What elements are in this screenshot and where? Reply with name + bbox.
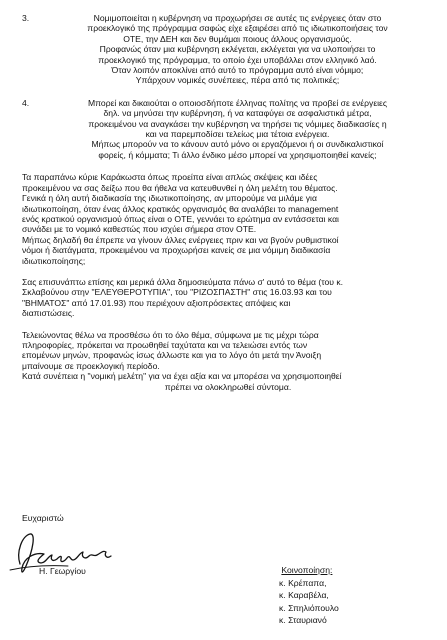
paragraph-line: προκειμένου να σας δείξω που θα ήθελα να κατευθυνθεί η όλη μελέτη του θέματος. (22, 182, 338, 193)
signer-name: Η. Γεωργίου (39, 566, 86, 576)
cc-heading: Κοινοποίηση: (281, 565, 333, 575)
paragraph-conclusion (22, 330, 434, 392)
letter-body (22, 13, 434, 392)
paragraph-line: πληροφορίες, πρόκειται να προωθηθεί ταχύτατα και να τελειώσει εντός των (22, 339, 308, 350)
paragraph-line: μπαίνουμε σε προεκλογική περίοδο. (22, 360, 160, 371)
paragraph-line: Σκλαβούνου στην "ΕΛΕΥΘΕΡΟΤΥΠΙΑ", του "ΡΙΖΟΣΠΑΣΤΗ" στις 16.03.93 και του (22, 287, 332, 298)
item-3-line: Νομιμοποιείται η κυβέρνηση να προχωρήσει σε αυτές τις ενέργειες όταν στο (93, 13, 382, 23)
cc-recipient: κ. Κρέπαπα, (279, 577, 327, 588)
paragraph-line: Σας επισυνάπτω επίσης και μερικά άλλα δημοσιεύματα πάνω σ' αυτό το θέμα (του κ. (22, 276, 344, 287)
item-3-line: ΟΤΕ, την ΔΕΗ και δεν θυμάμαι ποιους άλλους οργανισμούς. (123, 33, 352, 44)
paragraph-line: ιδιωτικοποίησης; (22, 255, 86, 266)
cc-recipient: κ. Σπηλιόπουλο (279, 602, 339, 613)
paragraph-line: Τα παραπάνω κύριε Καράκωστα όπως προείπα είναι απλώς σκέψεις και ιδέες (22, 172, 318, 183)
paragraph-attachments (22, 277, 434, 319)
numbered-item-3 (22, 13, 434, 86)
paragraph-line: ιδιωτικοποίηση, όταν ένας άλλος κρατικός οργανισμός θα αναλάβει το management (22, 203, 339, 214)
paragraph-line: συνάδει με το νομικό καθεστώς που ισχύει σήμερα στον ΟΤΕ. (22, 224, 257, 235)
paragraph-line: "ΒΗΜΑΤΟΣ" από 17.01.93) που περιέχουν αξιοπρόσεκτες απόψεις και (22, 297, 291, 308)
item-4-text (41, 98, 434, 160)
paragraph-line: επομένων μηνών, προφανώς ίσως άλλωστε και για το λόγο ότι μετά την Άνοιξη (22, 350, 322, 361)
item-4-line: φορείς, ή κόμματα; Τι άλλο ένδικο μέσο μπορεί να χρησιμοποιηθεί κανείς; (98, 149, 377, 160)
item-4-line: δηλ. να μηνύσει την κυβέρνηση, ή να καταφύγει σε ασφαλιστικά μέτρα, (103, 108, 372, 119)
item-number: 4. (22, 97, 30, 108)
item-3-line: Όταν λοιπόν αποκλίνει από αυτό το πρόγραμμα αυτό είναι νόμιμο; (111, 65, 364, 76)
paragraph-line: νόμοι ή διατάγματα, προκειμένου να προχωρήσει κανείς σε μια νόμιμη διαδικασία (22, 245, 331, 256)
item-3-text (41, 13, 434, 86)
item-4-line: και να παρεμποδίσει τελείως μια τέτοια ενέργεια. (145, 129, 330, 140)
numbered-item-4 (22, 98, 434, 160)
item-3-line: Προφανώς όταν μια κυβέρνηση εκλέγεται, εκλέγεται για να υλοποιήσει το (99, 44, 376, 55)
paragraph-line: πρέπει να ολοκληρωθεί σύντομα. (164, 381, 292, 392)
item-3-line: Υπάρχουν νομικές συνέπειες, πέρα από τις πολιτικές; (135, 75, 340, 86)
item-number: 3. (22, 13, 30, 23)
paragraph-line: Τελειώνοντας θέλω να προσθέσω ότι το όλο θέμα, σύμφωνα με τις μέχρι τώρα (22, 329, 319, 340)
item-3-line: προεκλογικό της πρόγραμμα σαφώς είχε εξαιρέσει από τις ιδιωτικοποιήσεις τον (87, 23, 388, 34)
paragraph-line: ενός κρατικού οργανισμού όπως είναι ο ΟΤΕ, γεννάει το ερώτημα αν εντάσσεται και (22, 213, 339, 224)
cc-block (275, 564, 339, 627)
paragraph-line: διαπιστώσεις. (22, 308, 75, 319)
cc-recipient: κ. Σταυριανό (279, 615, 327, 626)
item-4-line: Μήπως μπορούν να το κάνουν αυτό μόνο οι εργαζόμενοι ή οι συνδικαλιστικοί (91, 139, 384, 150)
paragraph-line: Γενικά η όλη αυτή διαδικασία της ιδιωτικοποίησης, αν μπορούμε να μιλάμε για (22, 193, 317, 204)
item-4-line: Μπορεί και δικαιούται ο οποιοσδήποτε έλληνας πολίτης να προβεί σε ενέργειες (87, 97, 388, 108)
paragraph-line: Κατά συνέπεια η "νομική μελέτη" για να έχει αξία και να μπορέσει να χρησιμοποιηθεί (22, 371, 342, 382)
paragraph-line: Μήπως δηλαδή θα έπρεπε να γίνουν άλλες ενέργειες πριν και να βγούν ρυθμιστικοί (22, 234, 339, 245)
item-3-line: προεκλογικό της πρόγραμμα, το οποίο έχει υποβάλλει στον ελληνικό λαό. (98, 54, 377, 65)
item-4-line: προκειμένου να αναγκάσει την κυβέρνηση να τηρήσει τις νόμιμες διαδικασίες η (88, 118, 387, 129)
cc-recipient: κ. Καραβέλα, (279, 590, 329, 601)
paragraph-main (22, 172, 434, 266)
closing-thanks: Ευχαριστώ (22, 513, 64, 523)
